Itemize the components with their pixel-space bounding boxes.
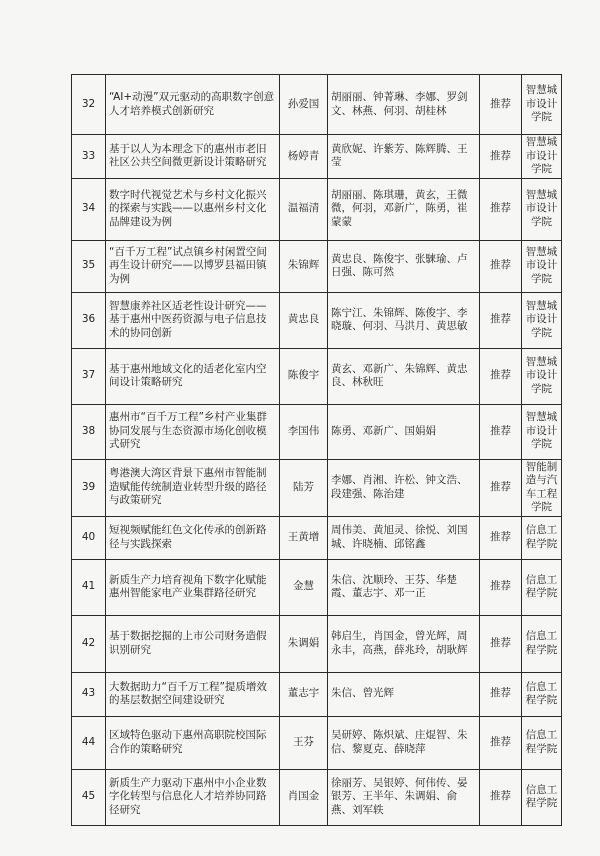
project-title: 短视频赋能红色文化传承的创新路径与实践探索 — [106, 516, 280, 559]
school-name: 智能制造与汽车工程学院 — [522, 459, 562, 516]
projects-table — [71, 74, 562, 826]
school-name: 信息工程学院 — [522, 769, 562, 825]
recommend-status: 推荐 — [480, 348, 522, 404]
project-title: 基于以人为本理念下的惠州市老旧社区公共空间微更新设计策略研究 — [106, 135, 280, 179]
recommend-status: 推荐 — [480, 135, 522, 179]
project-members: 陈勇、邓新广、国娟娟 — [328, 404, 480, 459]
recommend-status: 推荐 — [480, 404, 522, 459]
school-name: 智慧城市设计学院 — [522, 178, 562, 240]
project-title: 新质生产力驱动下惠州中小企业数字化转型与信息化人才培养协同路径研究 — [106, 769, 280, 825]
project-number: 42 — [72, 615, 106, 672]
school-name: 信息工程学院 — [522, 559, 562, 615]
school-name: 智慧城市设计学院 — [522, 75, 562, 135]
project-leader: 杨婷青 — [280, 135, 328, 179]
table-row — [72, 75, 562, 135]
project-number: 35 — [72, 240, 106, 292]
project-members: 李娜、肖湘、许松、钟文浩、段建强、陈治建 — [328, 459, 480, 516]
project-number: 38 — [72, 404, 106, 459]
project-number: 43 — [72, 672, 106, 716]
project-members: 黄欣妮、许紫芳、陈辉腾、王莹 — [328, 135, 480, 179]
project-leader: 朱调娟 — [280, 615, 328, 672]
recommend-status: 推荐 — [480, 292, 522, 348]
table-row — [72, 178, 562, 240]
project-members: 胡丽丽、陈琪珊，黄玄，王微微，何羽，邓新广，陈勇，崔蒙蒙 — [328, 178, 480, 240]
recommend-status: 推荐 — [480, 615, 522, 672]
school-name: 智慧城市设计学院 — [522, 404, 562, 459]
project-title: 粤港澳大湾区背景下惠州市智能制造赋能传统制造业转型升级的路径与政策研究 — [106, 459, 280, 516]
table-row — [72, 615, 562, 672]
project-leader: 孙爱国 — [280, 75, 328, 135]
project-number: 39 — [72, 459, 106, 516]
school-name: 信息工程学院 — [522, 615, 562, 672]
school-name: 信息工程学院 — [522, 716, 562, 769]
project-leader: 李国伟 — [280, 404, 328, 459]
project-members: 黄忠良、陈俊宇、张騋瑜、卢日强、陈可然 — [328, 240, 480, 292]
project-members: 吴研婷、陈炽斌、庄焜智、朱信、黎夏克、薛晓萍 — [328, 716, 480, 769]
recommend-status: 推荐 — [480, 75, 522, 135]
project-leader: 肖国金 — [280, 769, 328, 825]
project-number: 37 — [72, 348, 106, 404]
project-title: “AI+动漫”双元驱动的高职数字创意人才培养模式创新研究 — [106, 75, 280, 135]
table-row — [72, 769, 562, 825]
project-number: 34 — [72, 178, 106, 240]
project-number: 40 — [72, 516, 106, 559]
project-number: 45 — [72, 769, 106, 825]
project-number: 44 — [72, 716, 106, 769]
recommend-status: 推荐 — [480, 559, 522, 615]
school-name: 信息工程学院 — [522, 516, 562, 559]
recommend-status: 推荐 — [480, 240, 522, 292]
school-name: 智慧城市设计学院 — [522, 348, 562, 404]
project-title: 数字时代视觉艺术与乡村文化振兴的探索与实践——以惠州乡村文化品牌建设为例 — [106, 178, 280, 240]
project-number: 36 — [72, 292, 106, 348]
table-row — [72, 516, 562, 559]
recommend-status: 推荐 — [480, 769, 522, 825]
table-row — [72, 404, 562, 459]
project-leader: 陆芳 — [280, 459, 328, 516]
project-number: 33 — [72, 135, 106, 179]
table-row — [72, 559, 562, 615]
project-members: 周伟美、黄旭灵、徐悦、刘国城、许晓楠、邱铭鑫 — [328, 516, 480, 559]
recommend-status: 推荐 — [480, 459, 522, 516]
recommend-status: 推荐 — [480, 716, 522, 769]
project-title: 新质生产力培育视角下数字化赋能惠州智能家电产业集群路径研究 — [106, 559, 280, 615]
project-leader: 陈俊宇 — [280, 348, 328, 404]
project-number: 41 — [72, 559, 106, 615]
recommend-status: 推荐 — [480, 178, 522, 240]
project-title: 基于惠州地域文化的适老化室内空间设计策略研究 — [106, 348, 280, 404]
project-members: 陈宁江、朱锦辉、陈俊宇、李晓璇、何羽、马洪月、黄思敏 — [328, 292, 480, 348]
project-members: 黄玄、邓新广、朱锦辉、黄忠良、林秋旺 — [328, 348, 480, 404]
project-members: 徐丽芳、吴银婷、何伟传、晏银芳、王半年、朱调娟、俞燕、刘军轶 — [328, 769, 480, 825]
project-title: 惠州市“百千万工程”乡村产业集群协同发展与生态资源市场化创收模式研究 — [106, 404, 280, 459]
table-body — [72, 75, 562, 826]
project-leader: 金慧 — [280, 559, 328, 615]
table-row — [72, 240, 562, 292]
table-row — [72, 716, 562, 769]
project-number: 32 — [72, 75, 106, 135]
project-leader: 董志宇 — [280, 672, 328, 716]
recommend-status: 推荐 — [480, 672, 522, 716]
table-row — [72, 292, 562, 348]
project-members: 胡丽丽、钟菁琳、李娜、罗剑文、林燕、何羽、胡桂林 — [328, 75, 480, 135]
project-leader: 朱锦辉 — [280, 240, 328, 292]
project-title: “百千万工程”试点镇乡村闲置空间再生设计研究——以博罗县福田镇为例 — [106, 240, 280, 292]
project-members: 朱信、曾光辉 — [328, 672, 480, 716]
table-row — [72, 348, 562, 404]
project-leader: 温福清 — [280, 178, 328, 240]
table-row — [72, 672, 562, 716]
project-title: 智慧康养社区适老性设计研究——基于惠州中医药资源与电子信息技术的协同创新 — [106, 292, 280, 348]
table-row — [72, 135, 562, 179]
project-title: 区域特色驱动下惠州高职院校国际合作的策略研究 — [106, 716, 280, 769]
school-name: 智慧城市设计学院 — [522, 240, 562, 292]
school-name: 信息工程学院 — [522, 672, 562, 716]
project-title: 基于数据挖掘的上市公司财务造假识别研究 — [106, 615, 280, 672]
project-leader: 王芬 — [280, 716, 328, 769]
project-title: 大数据助力“百千万工程”提质增效的基层数据空间建设研究 — [106, 672, 280, 716]
project-leader: 王黄增 — [280, 516, 328, 559]
table-row — [72, 459, 562, 516]
project-leader: 黄忠良 — [280, 292, 328, 348]
school-name: 智慧城市设计学院 — [522, 135, 562, 179]
project-members: 韩启生，肖国金，曾光辉，周永丰，高燕，薛兆玲，胡耿辉 — [328, 615, 480, 672]
recommend-status: 推荐 — [480, 516, 522, 559]
school-name: 智慧城市设计学院 — [522, 292, 562, 348]
project-members: 朱信、沈顺玲、王芬、华楚霞、董志宇、邓一正 — [328, 559, 480, 615]
